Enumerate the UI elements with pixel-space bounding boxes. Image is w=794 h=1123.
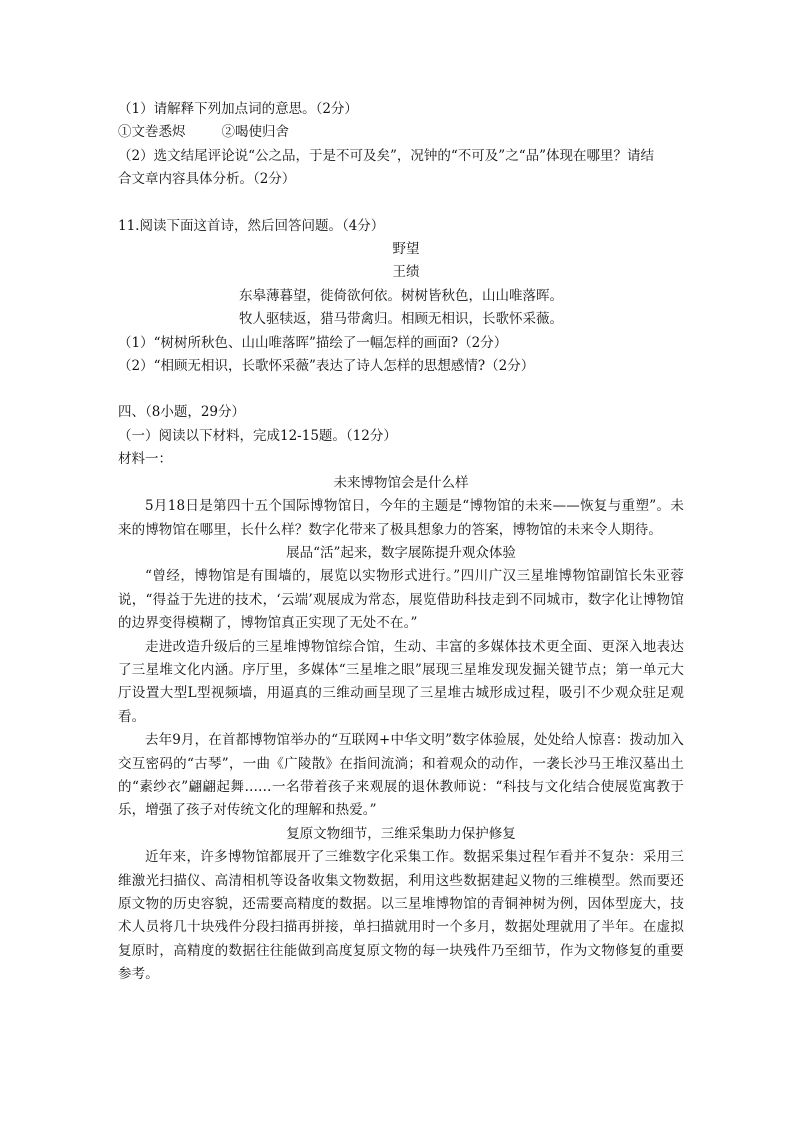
poem-line-2: 牧人驱犊返，猎马带禽归。相顾无相识，长歌怀采薇。: [239, 311, 563, 328]
article-paragraph-5: 近年来，许多博物馆都展开了三维数字化采集工作。数据采集过程乍看并不复杂：采用三维激光扫描仪、高清相机等设备收集文物数据，利用这些数据建起义物的三维模型。然而要还原文物的历史容貌，还需要高精度的数据。以三星堆博物馆的青铜神树为例，因体型庞大，技术人员将几十块残件分段扫描再拼接，单扫描就用时一个多月，数据处理就用了半年。在虚拟复原时，高精度的数据往往能做到高度复原文物的每一块残件乃至细节，作为文物修复的重要参考。: [118, 849, 684, 983]
document-page: [118, 98, 684, 987]
q10-sub2-line2: 合文章内容具体分析。（2分）: [118, 171, 296, 188]
article-subheading-2: 复原文物细节，三维采集助力保护修复: [286, 825, 516, 842]
article-subheading-1: 展品“活”起来，数字展陈提升观众体验: [286, 544, 516, 561]
article-paragraph-2: “曾经，博物馆是有围墙的，展览以实物形式进行。”四川广汉三星堆博物馆副馆长朱亚蓉说，“得益于先进的技术，‘云端’观展成为常态，展览借助科技走到不同城市，数字化让博物馆的边界变得模糊了，博物馆真正实现了无处不在。”: [118, 568, 684, 632]
article-paragraph-4: 去年9月，在首都博物馆举办的“互联网+中华文明”数字体验展，处处给人惊喜：拨动加入交互密码的“古琴”，一曲《广陵散》在指间流淌；和着观众的动作，一袭长沙马王堆汉墓出土的“素纱衣”翩翩起舞……一名带着孩子来观展的退休教师说：“科技与文化结合使展览寓教于乐，增强了孩子对传统文化的理解和热爱。”: [118, 732, 684, 819]
poem-author: 王绩: [392, 264, 420, 281]
q11-heading: 11.阅读下面这首诗，然后回答问题。（4分）: [118, 217, 385, 234]
q10-sub1: （1）请解释下列加点词的意思。（2分）: [118, 101, 358, 117]
q10-options: [118, 121, 684, 144]
q10-option-2: ②喝使归舍: [221, 124, 289, 141]
spacer: [118, 192, 684, 215]
poem-title: 野望: [392, 241, 420, 258]
q11-sub2: （2）“相顾无相识，长歌怀采薇”表达了诗人怎样的思想感情?（2分）: [118, 358, 535, 375]
article-paragraph-1: 5月18日是第四十五个国际博物馆日，今年的主题是“博物馆的未来——恢复与重塑”。未来的博物馆在哪里，长什么样？数字化带来了极具想象力的答案，博物馆的未来令人期待。: [118, 498, 684, 538]
q11-sub1: （1）“树树所秋色、山山唯落晖”描绘了一幅怎样的画面?（2分）: [118, 334, 508, 351]
section-heading: 四、（8小题，29分）: [118, 404, 246, 421]
poem-line-1: 东皋薄暮望，徙倚欲何依。树树皆秋色，山山唯落晖。: [239, 287, 563, 304]
article-paragraph-3: 走进改造升级后的三星堆博物馆综合馆，生动、丰富的多媒体技术更全面、更深入地表达了三星堆文化内涵。序厅里，多媒体“三星堆之眼”展现三星堆发现发掘关键节点；第一单元大厅设置大型L型视频墙，用逼真的三维动画呈现了三星堆古城形成过程，吸引不少观众驻足观看。: [118, 638, 684, 725]
article-title: 未来博物馆会是什么样: [333, 474, 469, 491]
spacer: [118, 378, 684, 401]
q10-option-1: ①文巻悉烬: [118, 124, 186, 141]
part-heading: （一）阅读以下材料，完成12-15题。（12分）: [118, 427, 397, 444]
material-label: 材料一：: [118, 451, 172, 468]
q10-sub2-line1: （2）选文结尾评论说“公之品，于是不可及矣”，况钟的“不可及”之“品”体现在哪里？请结: [118, 147, 654, 164]
